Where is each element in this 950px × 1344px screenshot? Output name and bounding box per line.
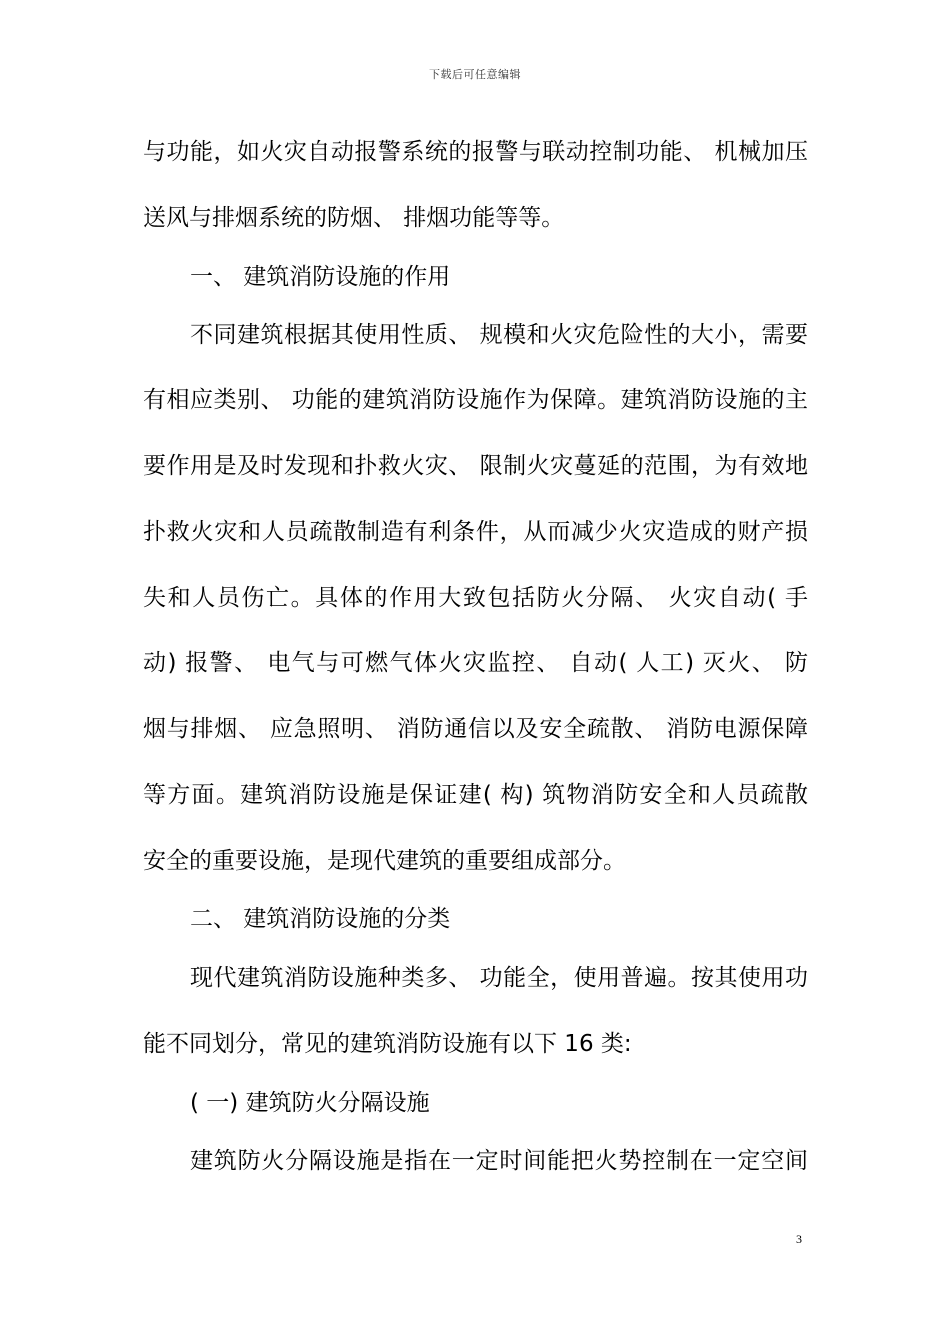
body-line-7: 扑救火灾和人员疏散制造有利条件，从而减少火灾造成的财产损 xyxy=(143,519,808,545)
body-line-15: 能不同划分，常见的建筑消防设施有以下 16 类: xyxy=(143,1031,632,1057)
header-note: 下载后可任意编辑 xyxy=(429,68,521,81)
body-line-9: 动) 报警、 电气与可燃气体火灾监控、 自动( 人工) 灭火、 防 xyxy=(143,650,808,676)
page-number: 3 xyxy=(796,1232,802,1246)
body-line-12: 安全的重要设施，是现代建筑的重要组成部分。 xyxy=(143,848,626,874)
body-line-6: 要作用是及时发现和扑救火灾、 限制火灾蔓延的范围，为有效地 xyxy=(143,453,808,479)
body-line-11: 等方面。建筑消防设施是保证建( 构) 筑物消防安全和人员疏散 xyxy=(143,782,808,808)
section-heading-2: 二、 建筑消防设施的分类 xyxy=(190,906,451,932)
body-line-4: 不同建筑根据其使用性质、 规模和火灾危险性的大小，需要 xyxy=(190,322,808,348)
body-line-17: 建筑防火分隔设施是指在一定时间能把火势控制在一定空间 xyxy=(190,1148,808,1174)
body-line-5: 有相应类别、 功能的建筑消防设施作为保障。建筑消防设施的主 xyxy=(143,387,808,413)
body-line-1: 与功能，如火灾自动报警系统的报警与联动控制功能、 机械加压 xyxy=(143,139,808,165)
subsection-heading-1: ( 一) 建筑防火分隔设施 xyxy=(190,1090,430,1116)
body-line-10: 烟与排烟、 应急照明、 消防通信以及安全疏散、 消防电源保障 xyxy=(143,716,808,742)
body-line-8: 失和人员伤亡。具体的作用大致包括防火分隔、 火灾自动( 手 xyxy=(143,585,808,611)
section-heading-1: 一、 建筑消防设施的作用 xyxy=(190,264,451,290)
body-line-14: 现代建筑消防设施种类多、 功能全，使用普遍。按其使用功 xyxy=(190,965,808,991)
body-line-2: 送风与排烟系统的防烟、 排烟功能等等。 xyxy=(143,205,565,231)
